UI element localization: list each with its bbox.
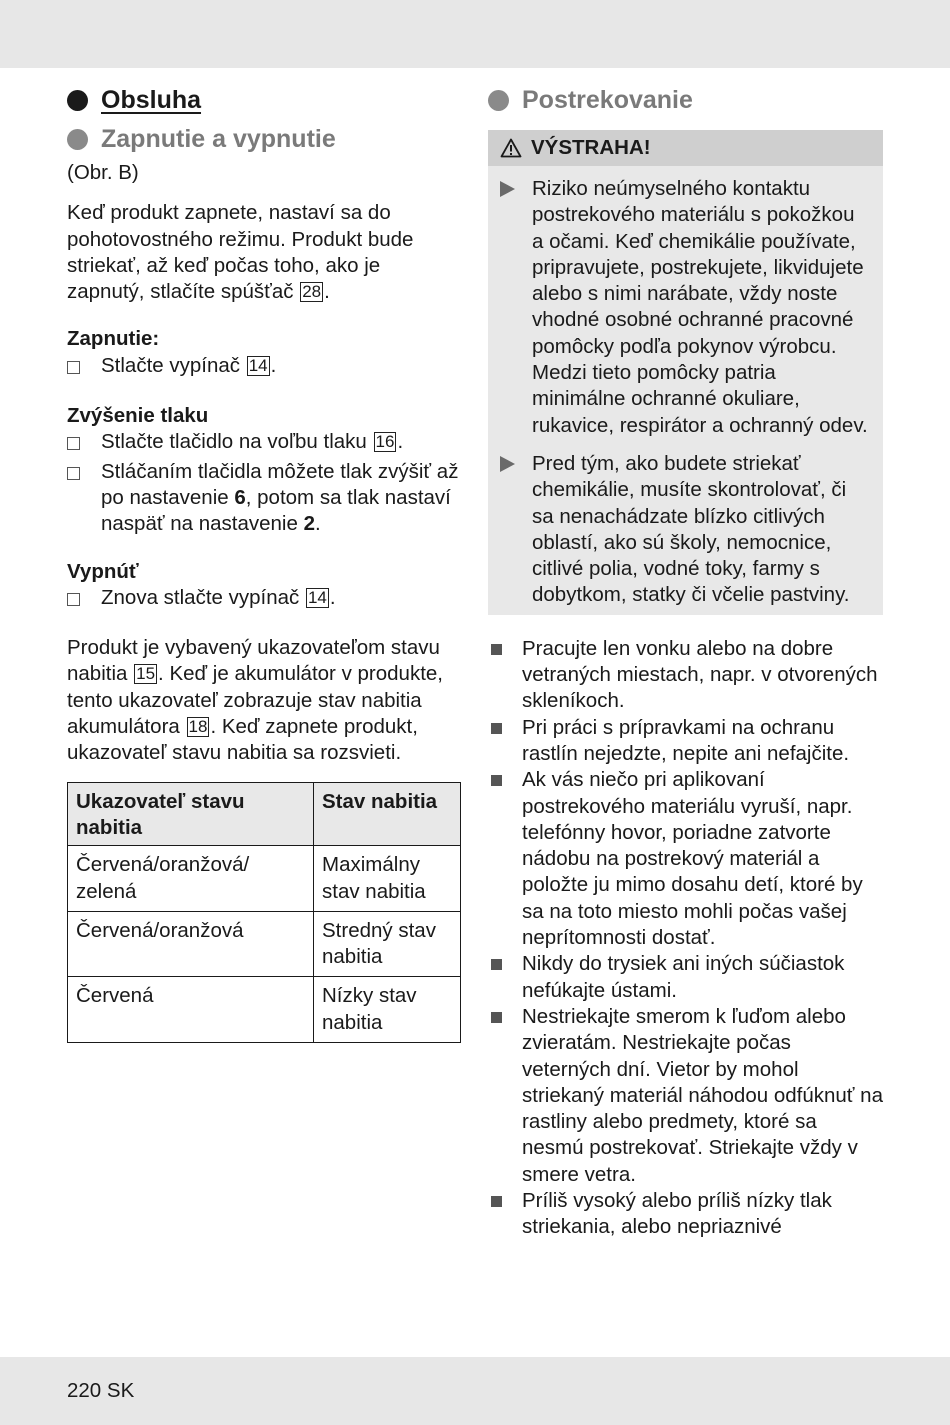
table-header-row [68, 782, 461, 846]
header-band [0, 0, 950, 68]
subheading-on-off-text: Zapnutie a vypnutie [101, 125, 336, 153]
heading-bullet-icon [67, 90, 88, 111]
footer-band [0, 1357, 950, 1425]
square-bullet-icon [488, 767, 522, 951]
step-text: Stlačte tlačidlo na voľbu tlaku 16 . [101, 430, 404, 454]
indicator-paragraph [67, 635, 462, 766]
pressure-heading: Zvýšenie tlaku [67, 404, 209, 428]
warning-triangle-icon [500, 138, 522, 158]
intro-text: Keď produkt zapnete, nastaví sa do pohotovostného režimu. Produkt bude striekať, až keď počas toho, ako je zapnutý, stlačíte spúšťač [67, 201, 414, 304]
step-text: Stlačte vypínač 14 . [101, 353, 277, 377]
switch-on-heading: Zapnutie: [67, 327, 160, 351]
warning-item [488, 451, 883, 609]
subheading-on-off [67, 123, 462, 155]
step-pressure-text: Stlačte tlačidlo na voľbu tlaku [101, 430, 367, 454]
square-bullet-icon [488, 951, 522, 1004]
indicator-text: . Keď je akumulátor v produkte, tento ukazovateľ zobrazuje stav nabitia akumulátora [67, 662, 443, 739]
warning-title: VÝSTRAHA! [531, 135, 651, 159]
checkbox-icon [67, 459, 101, 538]
step-item [67, 585, 462, 614]
section-heading-operation [67, 84, 462, 116]
step-item [67, 459, 462, 538]
table-cell: Maximálny stav nabitia [314, 846, 461, 912]
charge-status-table [67, 782, 461, 1043]
table-header-cell: Stav nabitia [314, 782, 461, 846]
table-row [68, 846, 461, 912]
list-item-text: Pracujte len vonku alebo na dobre vetraných miestach, napr. v otvorených skleníkoch. [522, 636, 878, 713]
list-item-text: Príliš vysoký alebo príliš nízky tlak striekania, alebo nepriaznivé [522, 1188, 832, 1239]
list-item [488, 951, 883, 1004]
part-ref-battery: 18 [188, 717, 208, 737]
warning-text: Riziko neúmyselného kontaktu postrekového materiálu s pokožkou a očami. Keď chemikálie používate, pripravujete, postrekujete, likvidujete alebo s nimi narábate, vždy noste vhodné osobné ochranné pracovné pomôcky podľa pokynov výrobcu. Medzi tieto pomôcky patria minimálne ochranné okuliare, rukavice, respirátor a ochranný odev. [532, 177, 868, 437]
table-header-cell: Ukazovateľ stavu nabitia [68, 782, 314, 846]
list-item [488, 636, 883, 715]
step-text: Znova stlačte vypínač 14 . [101, 585, 336, 609]
checkbox-icon [67, 429, 101, 458]
list-item [488, 715, 883, 768]
right-column [488, 82, 883, 1241]
table-row [68, 977, 461, 1043]
list-item-text: Ak vás niečo pri aplikovaní postrekového materiálu vyruší, napr. telefónny hovor, poriadne zatvorte nádobu na postrekový materiál a položte ju mimo dosahu detí, ktoré by sa na toto miesto mohli počas vašej neprítomnosti dostať. [522, 768, 863, 950]
heading-operation-text: Obsluha [101, 86, 202, 114]
square-bullet-icon [488, 715, 522, 768]
page-number: 220 SK [67, 1379, 135, 1402]
warning-text: Pred tým, ako budete striekať chemikálie, musíte skontrolovať, či sa nenachádzate blízko citlivých oblastí, ako sú školy, nemocnice, citlivé polia, vodné toky, farmy s dobytkom, statky či včelie pastviny. [532, 451, 850, 607]
step-text [101, 459, 462, 538]
list-item [488, 1188, 883, 1241]
checkbox-icon [67, 585, 101, 614]
figure-reference: (Obr. B) [67, 161, 139, 184]
step-text-part: Stláčaním tlačidla môžete tlak zvýšiť až po nastavenie [101, 459, 459, 509]
list-item-text: Nestriekajte smerom k ľuďom alebo zvieratám. Nestriekajte počas veterných dní. Vietor by mohol striekaný materiál náhodou odfúknuť na rastliny alebo predmety, ktoré sa nesmú postrekovať. Striekajte vždy v smere vetra. [522, 1004, 883, 1186]
switch-off-heading: Vypnúť [67, 559, 139, 583]
table-cell: Červená/oranžová/ zelená [68, 846, 314, 912]
table-cell: Nízky stav nabitia [314, 977, 461, 1043]
list-item [488, 767, 883, 951]
table-cell: Stredný stav nabitia [314, 911, 461, 977]
play-arrow-icon [488, 176, 532, 439]
checkbox-icon [67, 353, 101, 382]
part-ref-switch: 14 [307, 587, 327, 607]
step-item [67, 353, 462, 382]
indicator-text: Produkt je vybavený ukazovateľom stavu nabitia [67, 636, 440, 686]
list-item [488, 1004, 883, 1188]
indicator-text: . Keď zapnete produkt, ukazovateľ stavu nabitia sa rozsvieti. [67, 715, 418, 765]
square-bullet-icon [488, 1004, 522, 1188]
setting-max: 6 [234, 485, 246, 509]
subheading-bullet-icon [67, 129, 88, 150]
warning-item [488, 176, 883, 439]
left-column [67, 82, 462, 1043]
step-text-part: , potom sa tlak nastaví naspäť na nastavenie [101, 485, 451, 536]
part-ref-trigger: 28 [302, 282, 322, 302]
part-ref-indicator: 15 [136, 664, 156, 684]
step-on-text: Stlačte vypínač [101, 353, 241, 377]
list-item-text: Pri práci s prípravkami na ochranu rastlín nejedzte, nepite ani nefajčite. [522, 715, 850, 765]
play-arrow-icon [488, 451, 532, 609]
table-row [68, 911, 461, 977]
intro-paragraph: Keď produkt zapnete, nastaví sa do pohotovostného režimu. Produkt bude striekať, až keď počas toho, ako je zapnutý, stlačíte spúšťač 28 . [67, 201, 414, 304]
safety-bullet-list [488, 636, 883, 1241]
warning-header [488, 130, 883, 166]
step-item [67, 429, 462, 458]
part-ref-switch: 14 [248, 355, 268, 375]
setting-reset: 2 [303, 512, 316, 536]
list-item-text: Nikdy do trysiek ani iných súčiastok nefúkajte ústami. [522, 952, 845, 1002]
part-ref-pressure-button: 16 [375, 432, 395, 452]
subheading-bullet-icon [488, 90, 509, 111]
subheading-spraying [488, 84, 883, 116]
table-cell: Červená [68, 977, 314, 1043]
table-cell: Červená/oranžová [68, 911, 314, 977]
step-text-part: . [315, 512, 321, 536]
square-bullet-icon [488, 1188, 522, 1241]
step-off-text: Znova stlačte vypínač [101, 585, 300, 609]
square-bullet-icon [488, 636, 522, 715]
subheading-spraying-text: Postrekovanie [522, 86, 693, 114]
warning-box [488, 130, 883, 615]
